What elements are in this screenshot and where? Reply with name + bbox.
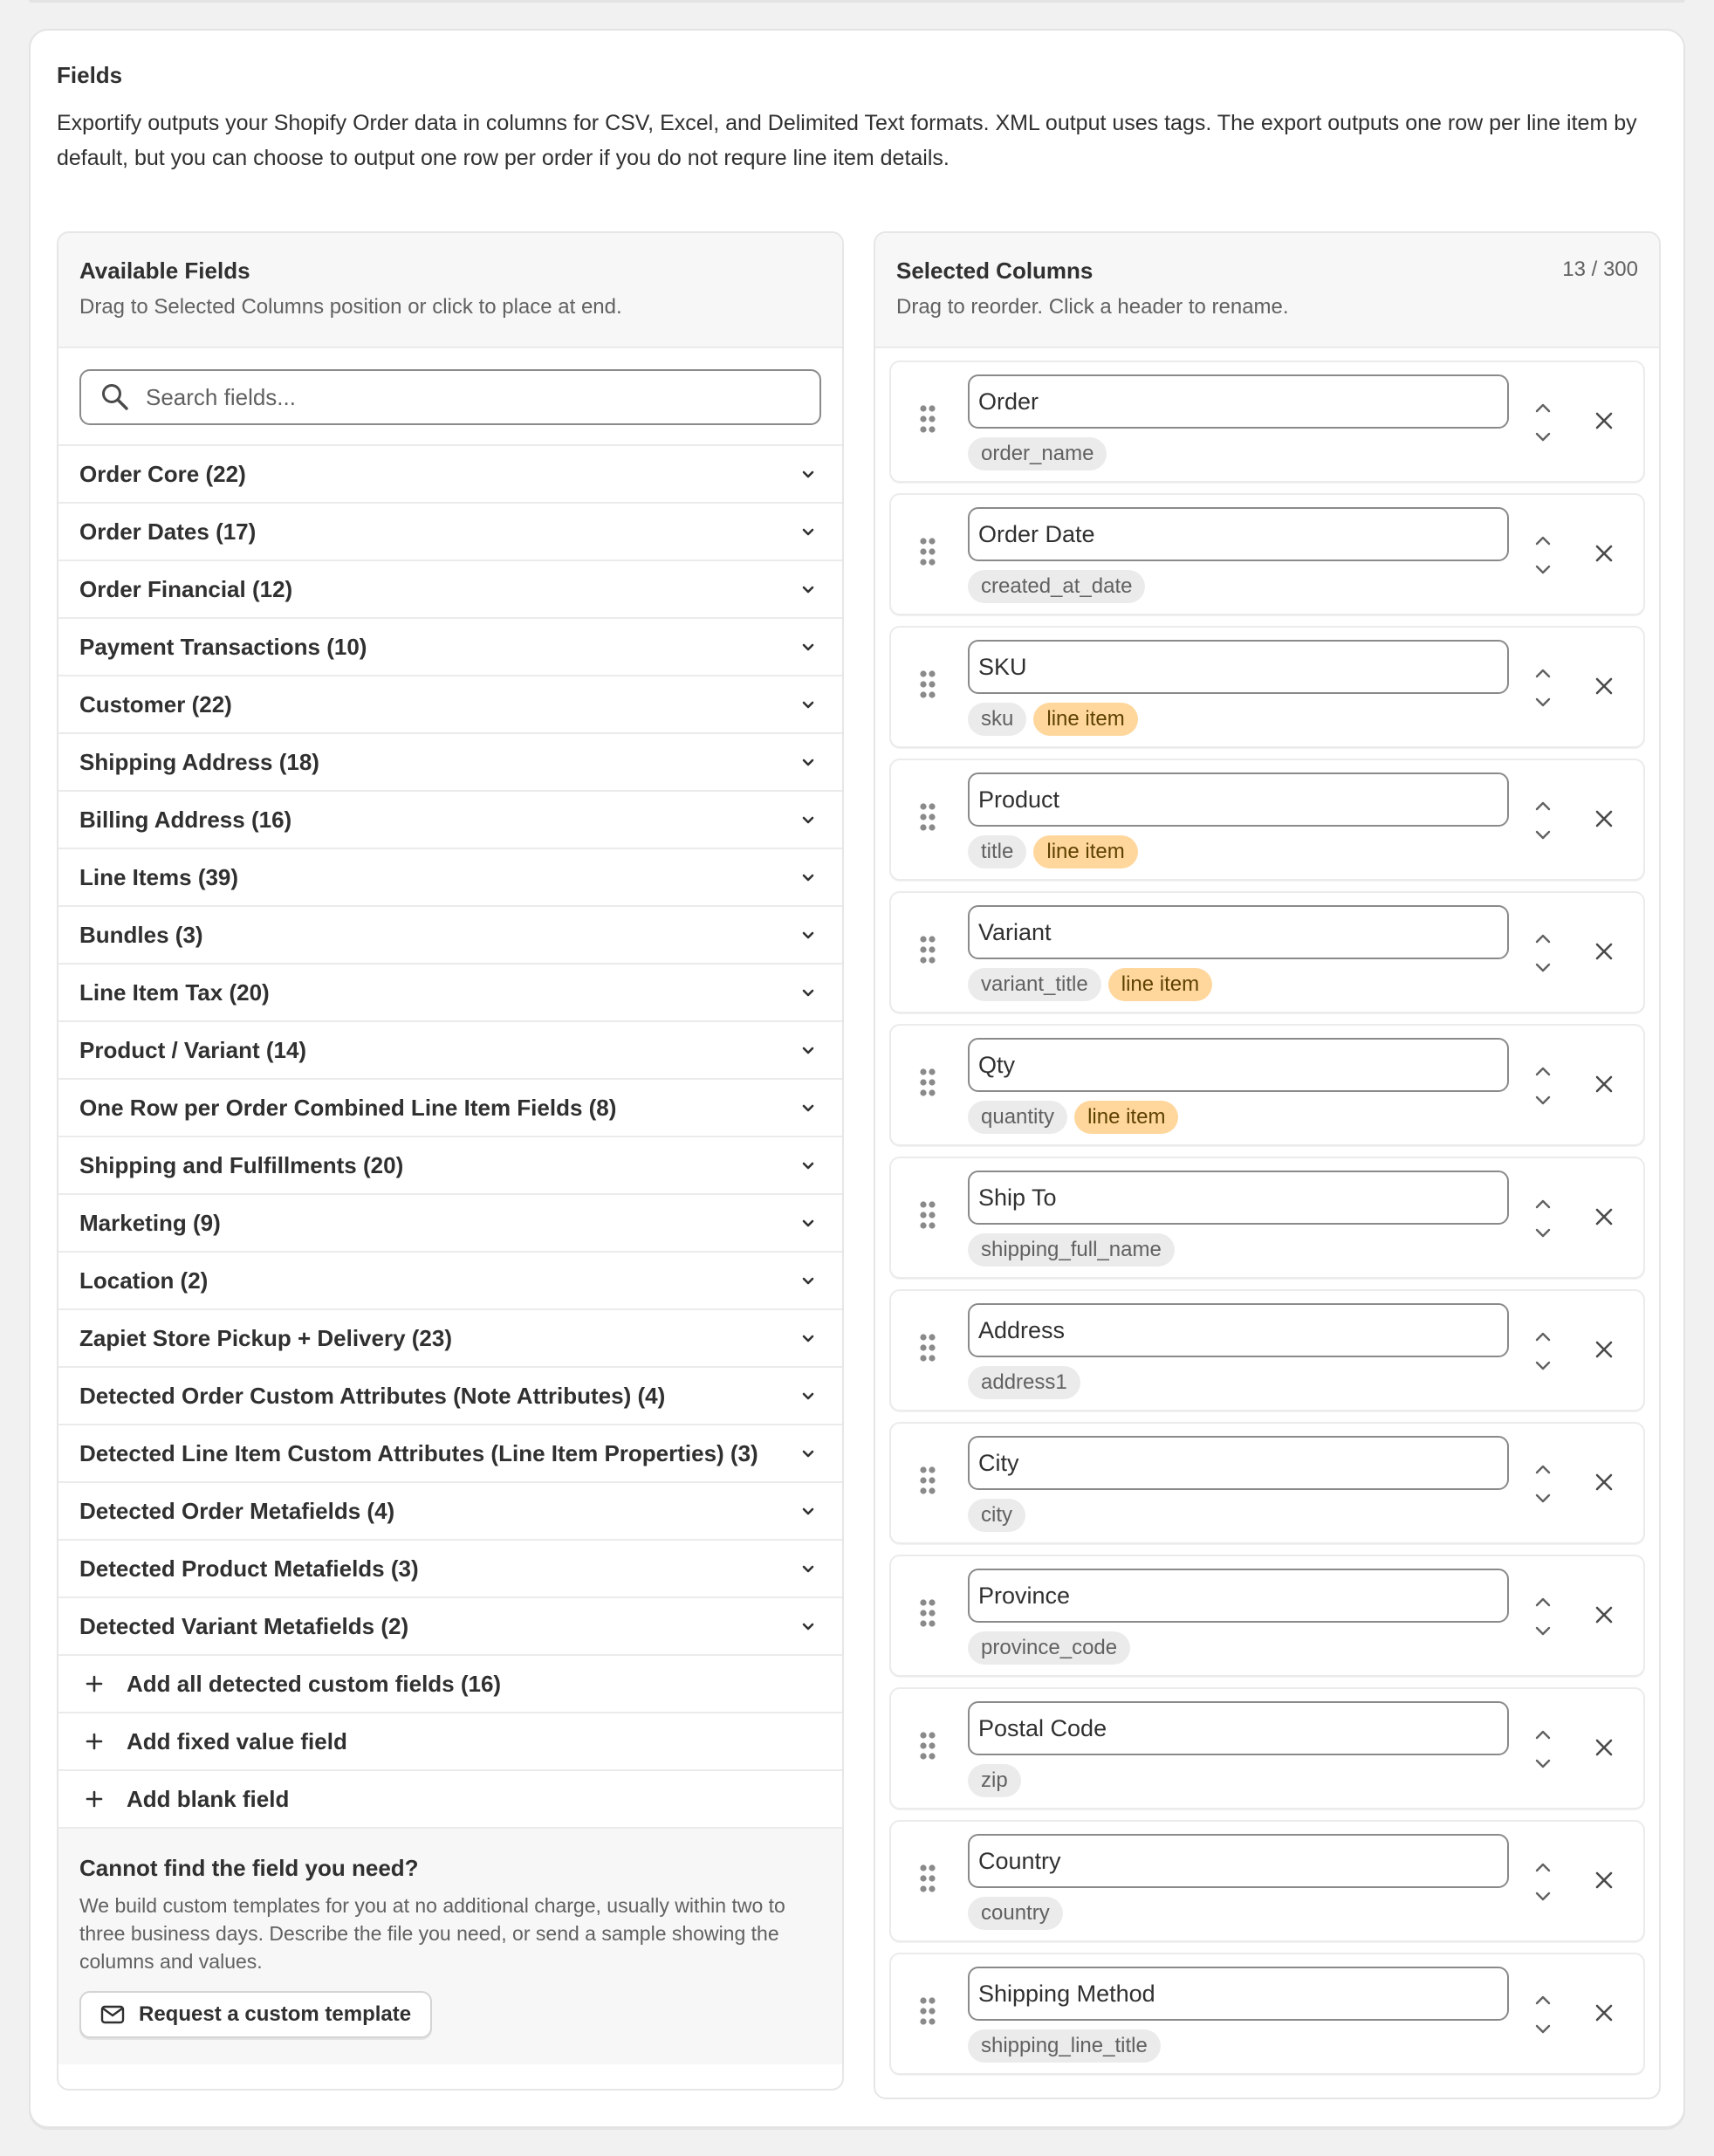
field-key-tag: address1 xyxy=(968,1366,1080,1399)
drag-handle-icon[interactable] xyxy=(919,1996,936,2026)
column-header-input[interactable] xyxy=(968,772,1509,827)
card-title: Fields xyxy=(57,62,123,88)
field-group-label: Detected Order Custom Attributes (Note Attributes) (4) xyxy=(79,1382,666,1409)
close-icon[interactable] xyxy=(1594,1075,1614,1094)
add-field-action[interactable] xyxy=(58,1713,842,1771)
previous-card-edge xyxy=(29,0,1685,3)
chevron-down-icon xyxy=(800,1389,816,1404)
column-tags xyxy=(968,1366,1080,1399)
add-field-action[interactable] xyxy=(58,1656,842,1713)
drag-handle-icon[interactable] xyxy=(919,1731,936,1761)
field-key-tag: created_at_date xyxy=(968,570,1145,603)
selected-column-card[interactable] xyxy=(889,891,1645,1013)
card-description: Exportify outputs your Shopify Order data in columns for CSV, Excel, and Delimited Text formats. XML output uses tags. The export outputs one row per line item by default, but you can choose to output one row per order if you do not requre line item details. xyxy=(57,111,1637,170)
field-key-tag: shipping_line_title xyxy=(968,2029,1161,2063)
column-tags xyxy=(968,968,1212,1001)
drag-handle-icon[interactable] xyxy=(919,1598,936,1628)
chevron-down-icon xyxy=(800,813,816,828)
mail-icon xyxy=(100,2005,125,2024)
column-tags xyxy=(968,1499,1025,1532)
available-fields-subtitle: Drag to Selected Columns position or click to place at end. xyxy=(79,295,622,319)
field-group-toggle[interactable] xyxy=(58,792,842,849)
column-tags xyxy=(968,437,1107,470)
selected-column-card[interactable] xyxy=(889,1555,1645,1677)
move-up-down-icon[interactable] xyxy=(1533,1593,1553,1640)
field-group-label: Shipping Address (18) xyxy=(79,748,319,775)
close-icon[interactable] xyxy=(1594,1473,1614,1492)
available-fields-header xyxy=(58,233,842,348)
field-action-list xyxy=(58,1656,842,1829)
chevron-down-icon xyxy=(800,640,816,656)
selected-column-card[interactable] xyxy=(889,1289,1645,1411)
search-icon xyxy=(100,382,130,412)
field-group-label: Billing Address (16) xyxy=(79,806,292,833)
chevron-down-icon xyxy=(800,755,816,771)
field-group-label: Product / Variant (14) xyxy=(79,1036,307,1063)
line-item-tag: line item xyxy=(1108,968,1212,1001)
field-key-tag: title xyxy=(968,835,1026,869)
column-tags xyxy=(968,835,1138,869)
field-key-tag: province_code xyxy=(968,1631,1130,1665)
search-container xyxy=(58,348,842,446)
add-field-action-label: Add all detected custom fields (16) xyxy=(127,1670,502,1697)
move-up-down-icon[interactable] xyxy=(1533,1991,1553,2038)
field-group-toggle[interactable] xyxy=(58,1195,842,1253)
move-up-down-icon[interactable] xyxy=(1533,1858,1553,1905)
move-up-down-icon[interactable] xyxy=(1533,664,1553,711)
chevron-down-icon xyxy=(800,1158,816,1174)
field-group-toggle[interactable] xyxy=(58,734,842,792)
field-key-tag: country xyxy=(968,1897,1063,1930)
close-icon[interactable] xyxy=(1594,1738,1614,1757)
selected-columns-header xyxy=(875,233,1659,348)
field-group-toggle[interactable] xyxy=(58,1253,842,1310)
column-header-input[interactable] xyxy=(968,1171,1509,1225)
fields-card xyxy=(29,29,1685,2128)
field-key-tag: shipping_full_name xyxy=(968,1233,1175,1267)
move-up-down-icon[interactable] xyxy=(1533,1726,1553,1773)
move-up-down-icon[interactable] xyxy=(1533,1195,1553,1242)
field-group-label: Customer (22) xyxy=(79,690,232,718)
selected-column-card[interactable] xyxy=(889,1820,1645,1942)
custom-template-help xyxy=(58,1829,842,2064)
field-group-label: Order Core (22) xyxy=(79,460,246,487)
chevron-down-icon xyxy=(800,1101,816,1116)
selected-columns-subtitle: Drag to reorder. Click a header to rename. xyxy=(896,295,1289,319)
selected-column-card[interactable] xyxy=(889,1024,1645,1146)
search-box[interactable] xyxy=(79,369,821,425)
line-item-tag: line item xyxy=(1033,835,1137,869)
field-group-toggle[interactable] xyxy=(58,561,842,619)
field-group-toggle[interactable] xyxy=(58,1425,842,1483)
column-tags xyxy=(968,1101,1178,1134)
close-icon[interactable] xyxy=(1594,1207,1614,1226)
selected-columns-title: Selected Columns xyxy=(896,257,1094,284)
drag-handle-icon[interactable] xyxy=(919,935,936,965)
drag-handle-icon[interactable] xyxy=(919,404,936,434)
field-group-label: Shipping and Fulfillments (20) xyxy=(79,1151,404,1178)
move-up-down-icon[interactable] xyxy=(1533,1062,1553,1109)
drag-handle-icon[interactable] xyxy=(919,537,936,566)
selected-column-card[interactable] xyxy=(889,1157,1645,1279)
field-group-toggle[interactable] xyxy=(58,965,842,1022)
selected-column-card[interactable] xyxy=(889,1953,1645,2075)
available-fields-panel xyxy=(57,231,844,2091)
chevron-down-icon xyxy=(800,985,816,1001)
field-group-label: Zapiet Store Pickup + Delivery (23) xyxy=(79,1324,452,1351)
field-key-tag: city xyxy=(968,1499,1025,1532)
close-icon[interactable] xyxy=(1594,1605,1614,1624)
field-group-toggle[interactable] xyxy=(58,446,842,504)
add-field-action-label: Add fixed value field xyxy=(127,1727,347,1754)
close-icon[interactable] xyxy=(1594,942,1614,961)
selected-columns-list xyxy=(875,348,1659,2075)
column-header-input[interactable] xyxy=(968,640,1509,694)
line-item-tag: line item xyxy=(1033,703,1137,736)
selected-column-card[interactable] xyxy=(889,626,1645,748)
plus-icon xyxy=(85,1789,104,1809)
selected-column-card[interactable] xyxy=(889,493,1645,615)
move-up-down-icon[interactable] xyxy=(1533,930,1553,977)
move-up-down-icon[interactable] xyxy=(1533,1328,1553,1375)
chevron-down-icon xyxy=(800,1504,816,1520)
selected-columns-panel xyxy=(874,231,1661,2099)
field-group-label: Order Financial (12) xyxy=(79,575,293,602)
field-group-label: Detected Line Item Custom Attributes (Line Item Properties) (3) xyxy=(79,1439,758,1466)
column-header-input[interactable] xyxy=(968,374,1509,429)
help-title: Cannot find the field you need? xyxy=(79,1855,419,1881)
chevron-down-icon xyxy=(800,582,816,598)
selected-column-card[interactable] xyxy=(889,1687,1645,1809)
chevron-down-icon xyxy=(800,928,816,944)
chevron-down-icon xyxy=(800,467,816,483)
field-group-label: Order Dates (17) xyxy=(79,518,257,545)
field-group-toggle[interactable] xyxy=(58,1598,842,1656)
drag-handle-icon[interactable] xyxy=(919,669,936,699)
field-group-label: Payment Transactions (10) xyxy=(79,633,367,660)
column-header-input[interactable] xyxy=(968,905,1509,959)
move-up-down-icon[interactable] xyxy=(1533,797,1553,844)
help-text: We build custom templates for you at no additional charge, usually within two to three business days. Describe the file you need, or send a sample showing the columns and values. xyxy=(79,1894,785,1973)
selected-column-card[interactable] xyxy=(889,759,1645,881)
plus-icon xyxy=(85,1674,104,1693)
drag-handle-icon[interactable] xyxy=(919,1068,936,1097)
field-group-toggle[interactable] xyxy=(58,1483,842,1541)
close-icon[interactable] xyxy=(1594,809,1614,828)
close-icon[interactable] xyxy=(1594,1871,1614,1890)
field-group-toggle[interactable] xyxy=(58,504,842,561)
column-tags xyxy=(968,1897,1063,1930)
request-custom-template-button[interactable] xyxy=(79,1991,432,2038)
field-group-toggle[interactable] xyxy=(58,1080,842,1137)
field-group-toggle[interactable] xyxy=(58,619,842,676)
column-header-input[interactable] xyxy=(968,1569,1509,1623)
field-key-tag: sku xyxy=(968,703,1026,736)
field-key-tag: order_name xyxy=(968,437,1107,470)
chevron-down-icon xyxy=(800,525,816,540)
column-tags xyxy=(968,703,1138,736)
field-group-toggle[interactable] xyxy=(58,1310,842,1368)
chevron-down-icon xyxy=(800,1043,816,1059)
move-up-down-icon[interactable] xyxy=(1533,399,1553,446)
field-group-label: Detected Variant Metafields (2) xyxy=(79,1612,409,1639)
column-header-input[interactable] xyxy=(968,1701,1509,1755)
move-up-down-icon[interactable] xyxy=(1533,1460,1553,1507)
add-field-action-label: Add blank field xyxy=(127,1785,290,1812)
chevron-down-icon xyxy=(800,1446,816,1462)
column-tags xyxy=(968,2029,1161,2063)
column-tags xyxy=(968,570,1145,603)
field-group-toggle[interactable] xyxy=(58,1541,842,1598)
field-group-toggle[interactable] xyxy=(58,1368,842,1425)
drag-handle-icon[interactable] xyxy=(919,1200,936,1230)
field-key-tag: variant_title xyxy=(968,968,1101,1001)
column-header-input[interactable] xyxy=(968,1967,1509,2021)
field-group-list xyxy=(58,446,842,1656)
field-group-toggle[interactable] xyxy=(58,1137,842,1195)
field-group-label: Detected Order Metafields (4) xyxy=(79,1497,395,1524)
close-icon[interactable] xyxy=(1594,676,1614,696)
request-custom-template-label: Request a custom template xyxy=(139,2002,412,2026)
field-group-toggle[interactable] xyxy=(58,849,842,907)
plus-icon xyxy=(85,1732,104,1751)
drag-handle-icon[interactable] xyxy=(919,1864,936,1893)
drag-handle-icon[interactable] xyxy=(919,1333,936,1363)
chevron-down-icon xyxy=(800,1562,816,1577)
field-group-label: Line Items (39) xyxy=(79,863,239,890)
field-key-tag: zip xyxy=(968,1764,1021,1797)
available-fields-title: Available Fields xyxy=(79,257,250,284)
column-header-input[interactable] xyxy=(968,1038,1509,1092)
add-field-action[interactable] xyxy=(58,1771,842,1829)
chevron-down-icon xyxy=(800,697,816,713)
chevron-down-icon xyxy=(800,870,816,886)
column-header-input[interactable] xyxy=(968,1834,1509,1888)
column-header-input[interactable] xyxy=(968,507,1509,561)
column-tags xyxy=(968,1631,1130,1665)
close-icon[interactable] xyxy=(1594,544,1614,563)
field-key-tag: quantity xyxy=(968,1101,1067,1134)
field-group-label: Marketing (9) xyxy=(79,1209,221,1236)
field-group-toggle[interactable] xyxy=(58,676,842,734)
selected-columns-count: 13 / 300 xyxy=(1562,257,1638,281)
field-group-label: Detected Product Metafields (3) xyxy=(79,1555,419,1582)
line-item-tag: line item xyxy=(1074,1101,1178,1134)
column-tags xyxy=(968,1233,1175,1267)
selected-column-card[interactable] xyxy=(889,1422,1645,1544)
chevron-down-icon xyxy=(800,1331,816,1347)
close-icon[interactable] xyxy=(1594,411,1614,430)
chevron-down-icon xyxy=(800,1619,816,1635)
field-group-toggle[interactable] xyxy=(58,907,842,965)
selected-column-card[interactable] xyxy=(889,360,1645,483)
field-group-label: Location (2) xyxy=(79,1267,209,1294)
close-icon[interactable] xyxy=(1594,2003,1614,2022)
field-group-label: Line Item Tax (20) xyxy=(79,978,270,1006)
drag-handle-icon[interactable] xyxy=(919,802,936,832)
column-header-input[interactable] xyxy=(968,1436,1509,1490)
chevron-down-icon xyxy=(800,1274,816,1289)
drag-handle-icon[interactable] xyxy=(919,1466,936,1495)
field-group-toggle[interactable] xyxy=(58,1022,842,1080)
chevron-down-icon xyxy=(800,1216,816,1232)
field-group-label: One Row per Order Combined Line Item Fields (8) xyxy=(79,1094,617,1121)
column-tags xyxy=(968,1764,1021,1797)
move-up-down-icon[interactable] xyxy=(1533,532,1553,579)
field-group-label: Bundles (3) xyxy=(79,921,203,948)
column-header-input[interactable] xyxy=(968,1303,1509,1357)
search-input[interactable] xyxy=(146,384,809,411)
close-icon[interactable] xyxy=(1594,1340,1614,1359)
